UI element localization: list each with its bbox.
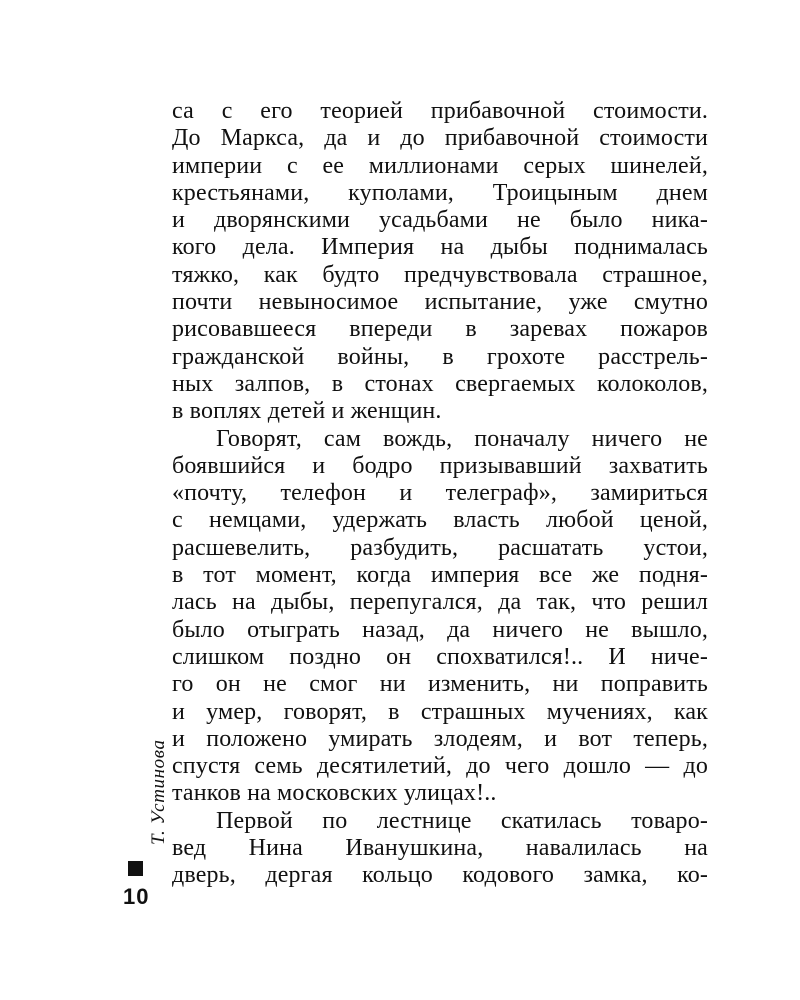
text-line: расшевелить, разбудить, расшатать устои, — [172, 534, 708, 561]
text-line: и положено умирать злодеям, и вот теперь, — [172, 725, 708, 752]
text-line: го он не смог ни изменить, ни поправить — [172, 671, 708, 698]
text-line: спустя семь десятилетий, до чего дошло — до — [172, 753, 708, 780]
text-line: с немцами, удержать власть любой ценой, — [172, 507, 708, 534]
text-line: и умер, говорят, в страшных мучениях, как — [172, 698, 708, 725]
text-line: почти невыносимое испытание, уже смутно — [172, 289, 708, 316]
text-line: са с его теорией прибавочной стоимости. — [172, 98, 708, 124]
text-line: вед Нина Иванушкина, навалилась на — [172, 835, 708, 862]
paragraph-first-line: Говорят, сам вождь, поначалу ничего не — [216, 425, 708, 452]
text-line: в воплях детей и женщин. — [172, 398, 442, 425]
text-line: империи с ее миллионами серых шинелей, — [172, 152, 708, 179]
text-line: крестьянами, куполами, Троицыным днем — [172, 179, 708, 206]
text-line: лась на дыбы, перепугался, да так, что решил — [172, 589, 708, 616]
text-line: ных залпов, в стонах свергаемых колоколов, — [172, 370, 708, 397]
text-line: тяжко, как будто предчувствовала страшное, — [172, 261, 708, 288]
text-line: было отыграть назад, да ничего не вышло, — [172, 616, 708, 643]
text-line: дверь, дергая кольцо кодового замка, ко- — [172, 862, 708, 889]
text-line: слишком поздно он спохватился!.. И ниче- — [172, 643, 708, 670]
text-line: гражданской войны, в грохоте расстрель- — [172, 343, 708, 370]
text-line: кого дела. Империя на дыбы поднималась — [172, 234, 708, 261]
text-line: в тот момент, когда империя все же подня- — [172, 562, 708, 589]
text-line: танков на московских улицах!.. — [172, 780, 497, 807]
text-line: До Маркса, да и до прибавочной стоимости — [172, 125, 708, 152]
body-text — [172, 98, 708, 890]
text-line: рисовавшееся впереди в заревах пожаров — [172, 316, 708, 343]
text-line: и дворянскими усадьбами не было ника- — [172, 207, 708, 234]
page-number: 10 — [123, 884, 150, 909]
square-marker-icon — [128, 861, 143, 876]
running-head-author: Т. Устинова — [148, 739, 169, 845]
paragraph-first-line: Первой по лестнице скатилась товаро- — [216, 807, 708, 834]
text-line: боявшийся и бодро призывавший захватить — [172, 452, 708, 479]
text-line: «почту, телефон и телеграф», замириться — [172, 480, 708, 507]
